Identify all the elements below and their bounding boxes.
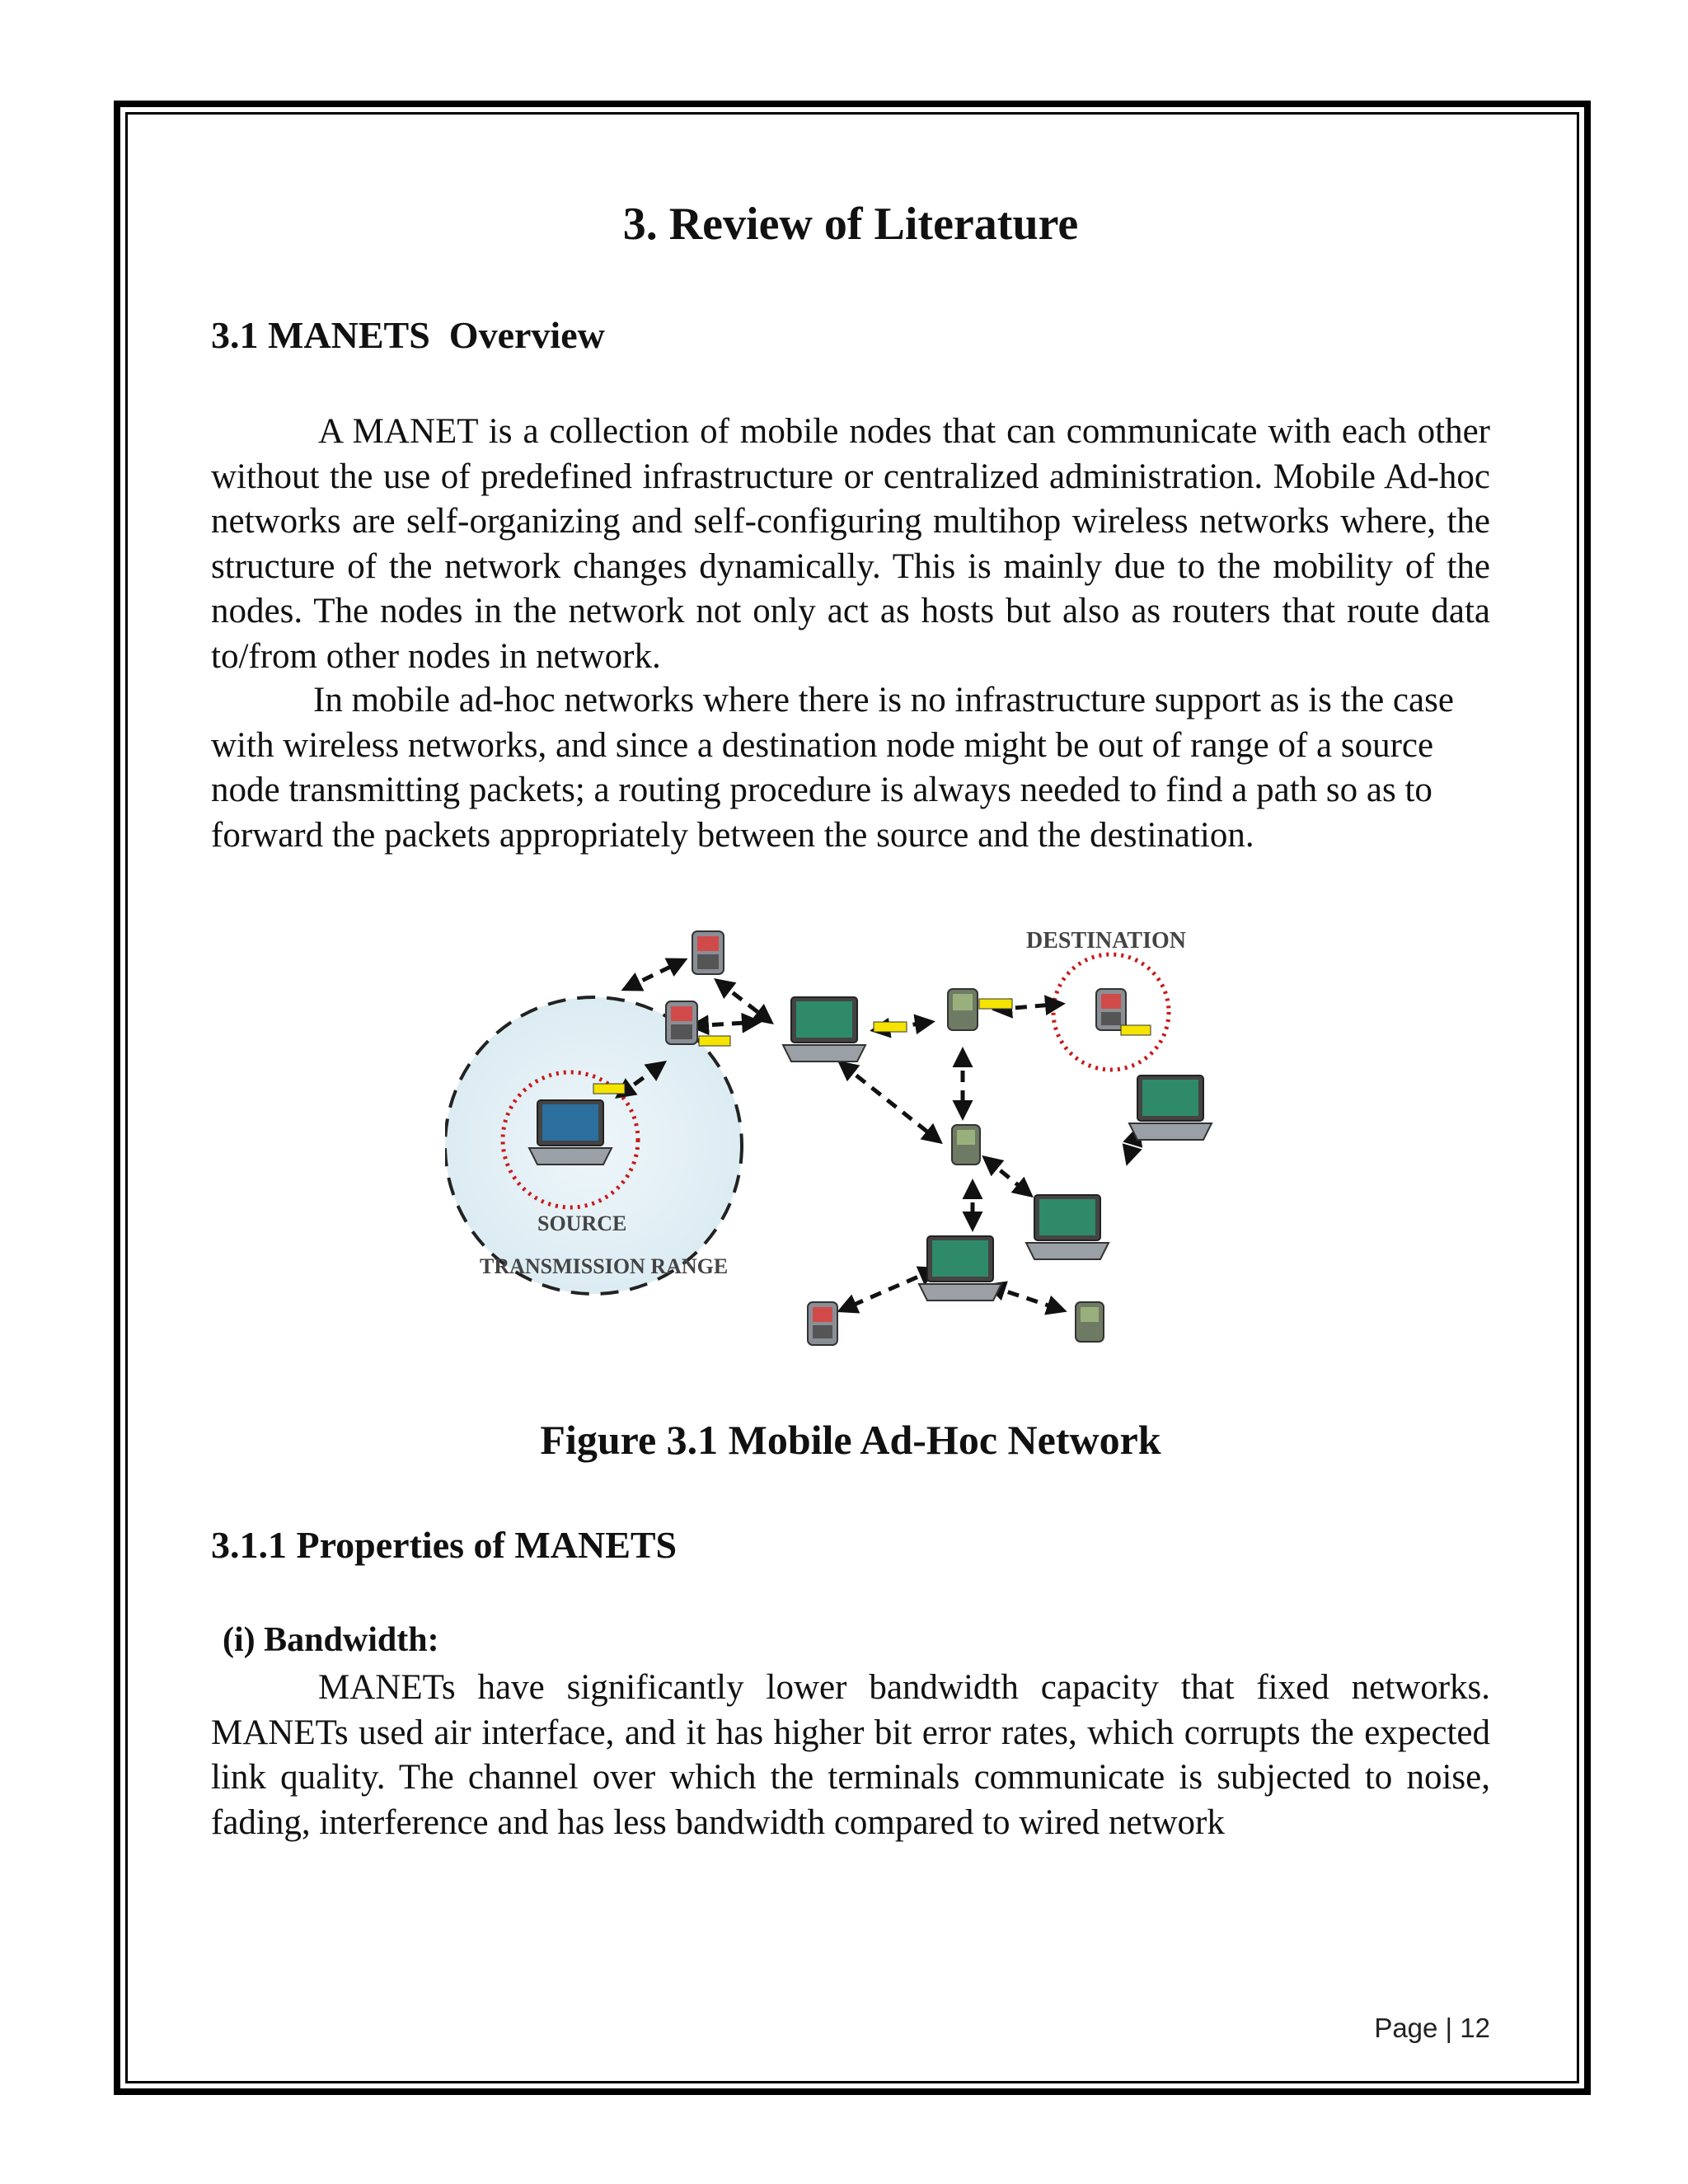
label-destination: DESTINATION [1026,928,1186,954]
label-source: SOURCE [537,1212,627,1235]
pda-node-top [692,931,724,974]
label-transmission-range: TRANSMISSION RANGE [480,1254,729,1278]
pda-node-bottom-right [1076,1302,1104,1342]
paragraph-manet-definition-text: A MANET is a collection of mobile nodes that can communicate with each other without the use of predefined infrastructure or centralized administration. Mobile Ad-hoc networks are self-organizing and self-configuring multihop wireless networks where, the structure of the network changes dynamically. This is mainly due to the mobility of the nodes. The nodes in the network not only act as hosts but also as routers that route data to/from other nodes in network. [211,412,1490,676]
laptop-node-bottom [919,1236,1001,1301]
subheading-bandwidth: (i) Bandwidth: [223,1621,439,1659]
pda-node-destination [1096,989,1151,1035]
pda-node-bottom-left [808,1302,837,1345]
laptop-node-center [783,997,907,1062]
paragraph-bandwidth-text: MANETs have significantly lower bandwidth capacity that fixed networks. MANETs used air interface, and it has higher bit error rates, which corrupts the expected link quality. The channel over which the terminals communicate is subjected to noise, fading, interference and has less bandwidth compared to wired network [211,1668,1490,1842]
page-number: Page | 12 [1374,2013,1490,2043]
page-title: 3. Review of Literature [622,199,1079,250]
paragraph-bandwidth [211,1666,1490,1845]
figure-caption: Figure 3.1 Mobile Ad-Hoc Network [540,1417,1161,1463]
paragraph-routing-text: In mobile ad-hoc networks where there is no infrastructure support as is the case with wireless networks, and since a destination node might be out of range of a source node transmitting packets; a routing procedure is always needed to find a path so as to forward the packets appropriately between the source and the destination. [211,681,1454,855]
laptop-node-lower-right [1026,1195,1109,1259]
section-heading-properties: 3.1.1 Properties of MANETS [211,1524,678,1566]
paragraph-routing [211,678,1490,858]
section-heading-manets-overview: 3.1 MANETS Overview [211,314,605,356]
manet-network-figure [445,907,1253,1368]
laptop-node-right [1129,1076,1212,1140]
paragraph-manet-definition [211,410,1490,679]
pda-node-center [952,1125,980,1165]
